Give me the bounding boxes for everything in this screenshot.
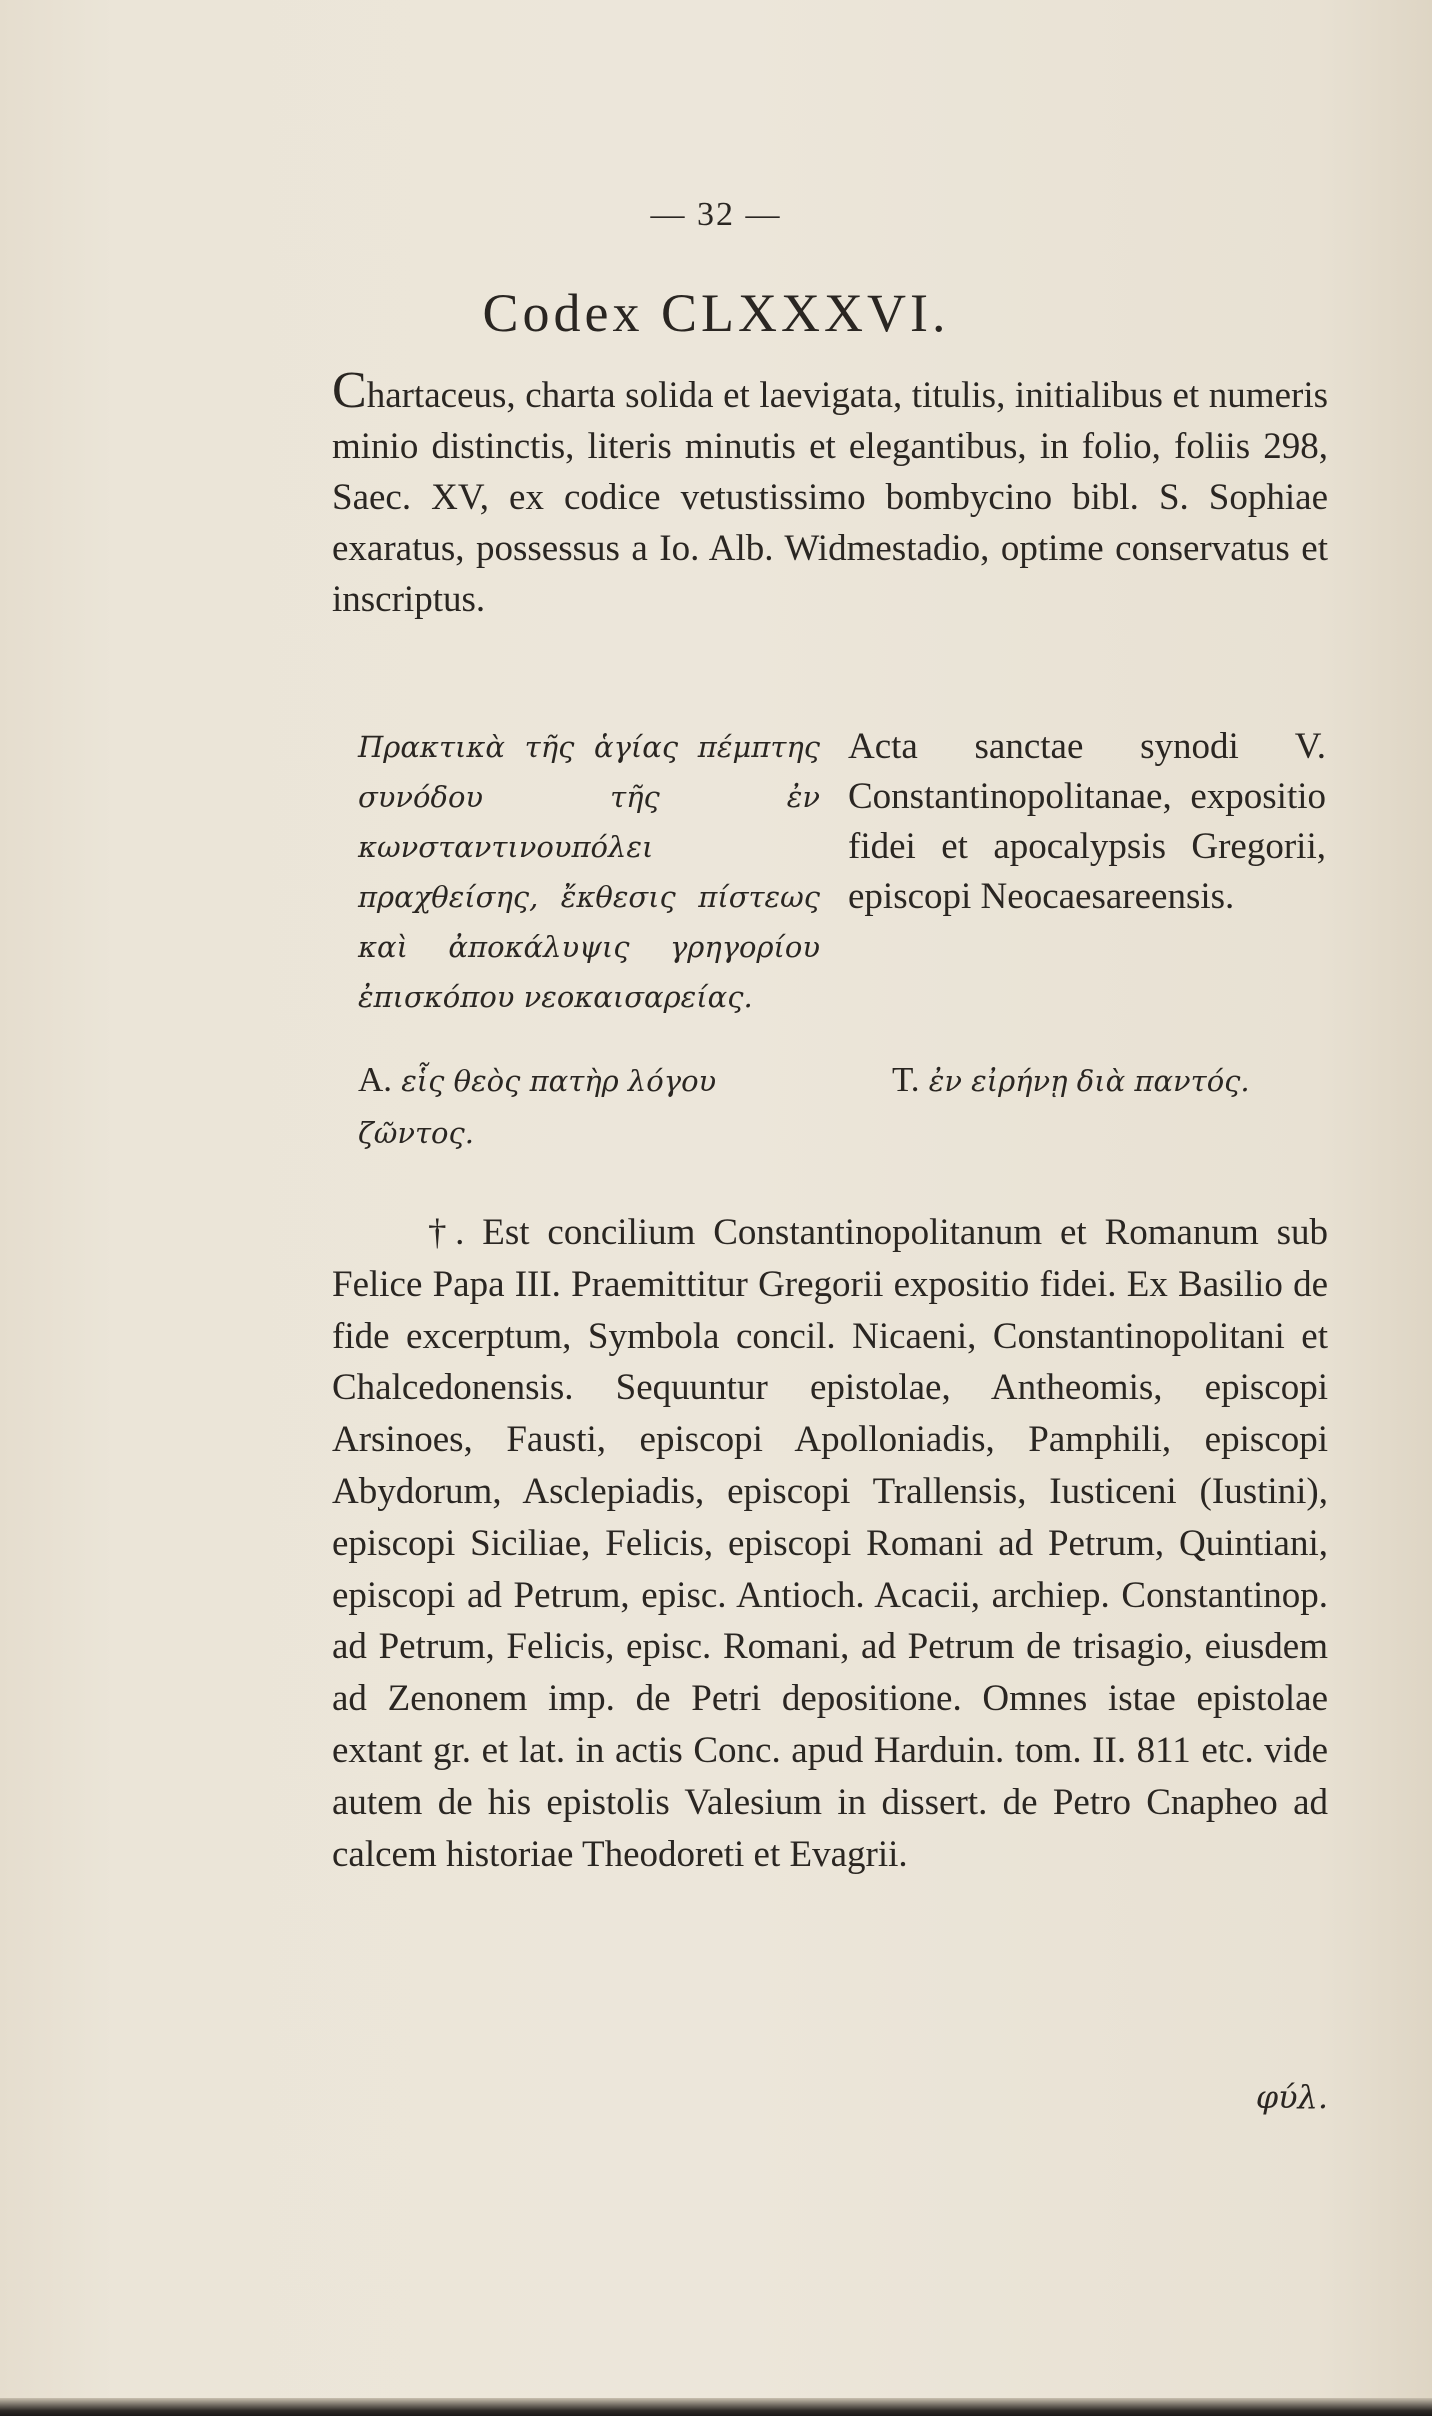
greek-title: Πρακτικὰ τῆς ἁγίας πέμπτης συνόδου τῆς ἐν κωνσταντινουπόλει πραχθείσης, ἔκθεσις πίστεως καὶ ἀποκάλυψις γρηγορίου ἐπισκόπου νεοκαισαρείας. [358,730,820,1014]
description-text: hartaceus, charta solida et laevigata, titulis, initialibus et numeris minio distinctis, literis minutis et elegantibus, in folio, foliis 298, Saec. XV, ex codice vetustissimo bombycino bibl. S. Sophiae exaratus, possessus a Io. Alb. Widmestadio, optime conservatus et inscriptus. [332,375,1328,620]
notes-paragraph [332,1207,1328,1880]
page-bottom-edge [0,2398,1432,2416]
incipit [358,1054,820,1159]
explicit-letter: T. [892,1060,920,1099]
dagger-mark: †. [428,1212,465,1253]
page-number: — 32 — [650,196,782,233]
incipit-text: εἷς θεὸς πατὴρ λόγου ζῶντος. [358,1064,717,1150]
notes-text: Est concilium Constantinopolitanum et Romanum sub Felice Papa III. Praemittitur Gregorii expositio fidei. Ex Basilio de fide excerptum, Symbola concil. Nicaeni, Constantinopolitani et Chalcedonensis. Sequuntur epistolae, Antheomis, episcopi Arsinoes, Fausti, episcopi Apolloniadis, Pamphili, episcopi Abydorum, Asclepiadis, episcopi Trallensis, Iusticeni (Iustini), episcopi Siciliae, Felicis, episcopi Romani ad Petrum, Quintiani, episcopi ad Petrum, episc. Antioch. Acacii, archiep. Constantinop. ad Petrum, Felicis, episc. Romani, ad Petrum de trisagio, eiusdem ad Zenonem imp. de Petri depositione. Omnes istae epistolae extant gr. et lat. in actis Conc. apud Harduin. tom. II. 811 etc. vide autem de his epistolis Valesium in dissert. de Petro Cnapheo ad calcem historiae Theodoreti et Evagrii. [332,1212,1329,1875]
explicit-text: ἐν εἰρήνῃ διὰ παντός. [928,1064,1250,1098]
catchword: φύλ. [1255,2078,1328,2116]
explicit [892,1054,1332,1107]
codex-title: Codex CLXXXVI. [482,283,950,343]
codex-description [332,362,1328,625]
latin-title: Acta sanctae synodi V. Constantinopolitanae, expositio fidei et apocalypsis Gregorii, episcopi Neocaesareensis. [848,726,1326,917]
initial-letter: C [332,362,367,419]
incipit-letter: A. [358,1060,393,1099]
